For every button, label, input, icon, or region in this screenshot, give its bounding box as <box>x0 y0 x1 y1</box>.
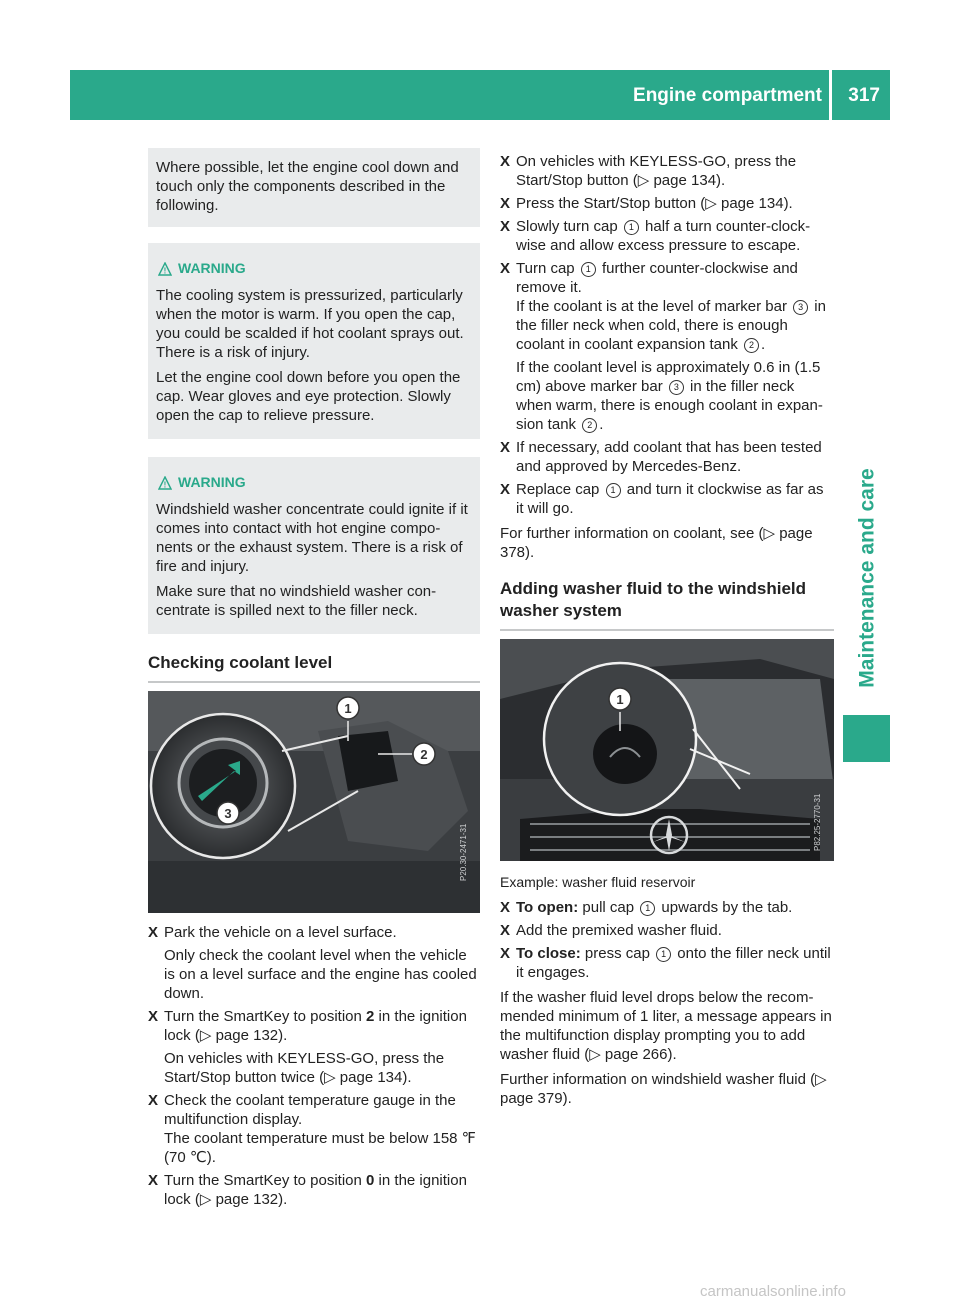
list-item: X Park the vehicle on a level surface. Only check the coolant level when the vehicle is on a level surface and the engine has cooled down. <box>148 924 477 1002</box>
warning-instruction: Make sure that no windshield washer con-centrate is spilled next to the filler neck. <box>156 583 437 619</box>
warning-text: The cooling system is pressurized, particularly when the motor is warm. If you open the cap, you could be scalded if hot coolant sprays out. There is a risk of injury. <box>156 287 464 361</box>
warning-box-coolant <box>148 243 480 439</box>
marker-1-icon: 1 <box>606 483 621 498</box>
page-reference: page 379 <box>500 1090 563 1107</box>
coolant-reservoir-illustration <box>148 691 480 913</box>
further-info-coolant: For further information on coolant, see (▷ page 378). <box>500 525 813 561</box>
svg-text:!: ! <box>163 266 167 275</box>
warning-text: Windshield washer concentrate could ignite if it comes into contact with hot engine compo-nents or the exhaust system. There is a risk of fire and injury. <box>156 501 468 575</box>
photo-code: P20.30-2471-31 <box>459 823 468 881</box>
page-header <box>70 70 890 120</box>
warning-title: ! WARNING <box>156 259 472 278</box>
coolant-cap-steps <box>500 152 834 518</box>
warning-instruction: Let the engine cool down before you open the cap. Wear gloves and eye protection. Slowly open the cap to relieve pressure. <box>156 369 461 424</box>
page-reference: page 378 <box>500 525 813 561</box>
photo-caption: Example: washer fluid reservoir <box>500 874 696 890</box>
marker-2-label: 2 <box>420 747 428 762</box>
coolant-check-steps <box>148 923 480 1209</box>
marker-1-icon: 1 <box>640 901 655 916</box>
marker-1-icon: 1 <box>581 262 596 277</box>
washer-reservoir-illustration <box>500 639 834 861</box>
left-column <box>148 148 480 1213</box>
list-item: X Slowly turn cap 1 half a turn counter-clock-wise and allow excess pressure to escape. <box>500 218 811 254</box>
page-reference: page 266 <box>604 1046 668 1063</box>
chapter-tab-label: Maintenance and care <box>855 467 878 688</box>
marker-1-icon: 1 <box>624 220 639 235</box>
marker-3-icon: 3 <box>793 300 808 315</box>
washer-photo <box>500 639 834 861</box>
marker-3-label: 3 <box>224 806 232 821</box>
warning-triangle-icon <box>158 476 172 490</box>
marker-1-label: 1 <box>344 701 352 716</box>
marker-2-icon: 2 <box>582 418 597 433</box>
page-reference: page 134 <box>720 195 784 212</box>
svg-text:!: ! <box>163 480 167 489</box>
list-item: X To close: press cap 1 onto the filler neck until it engages. <box>500 945 831 981</box>
note-text: Where possible, let the engine cool down and touch only the components described in the following. <box>156 159 459 214</box>
list-item: X Turn the SmartKey to position 2 in the ignition lock (▷ page 132). On vehicles with KEYLESS-GO, press the Start/Stop button twice (▷ page 134). <box>148 1008 467 1086</box>
page-reference: page 134 <box>653 172 717 189</box>
list-item: X Press the Start/Stop button (▷ page 134). <box>500 195 793 212</box>
list-item: X Replace cap 1 and turn it clockwise as far as it will go. <box>500 481 824 517</box>
chapter-tab-marker <box>843 715 890 762</box>
list-item: X Turn cap 1 further counter-clockwise and remove it. If the coolant is at the level of marker bar 3 in the filler neck when cold, there is enough coolant in coolant expansion tank 2 . If the coolant level is approximately 0.6 in (1.5 cm) above marker bar 3 in the filler neck when warm, there is enough coolant in expan-sion tank 2 . <box>500 260 826 433</box>
marker-1-icon: 1 <box>656 947 671 962</box>
warning-triangle-icon <box>158 262 172 276</box>
page-number: 317 <box>848 85 880 106</box>
note-box <box>148 148 480 227</box>
header-divider <box>829 70 832 120</box>
page-reference: page 132 <box>215 1191 279 1208</box>
list-item: X If necessary, add coolant that has been tested and approved by Mercedes-Benz. <box>500 439 822 475</box>
list-item: X On vehicles with KEYLESS-GO, press the Start/Stop button (▷ page 134). <box>500 153 797 189</box>
chapter-tab <box>843 440 890 715</box>
marker-2-icon: 2 <box>744 338 759 353</box>
marker-3-icon: 3 <box>669 380 684 395</box>
watermark-site: carmanualsonline.info <box>700 1283 846 1300</box>
page-reference: page 134 <box>339 1069 403 1086</box>
list-item: X Turn the SmartKey to position 0 in the ignition lock (▷ page 132). <box>148 1172 467 1208</box>
page-reference: page 132 <box>215 1027 279 1044</box>
list-item: X Add the premixed washer fluid. <box>500 922 722 939</box>
heading-washer-fluid: Adding washer fluid to the windshield washer system <box>500 578 834 631</box>
right-column <box>500 152 834 1108</box>
warning-box-washer <box>148 457 480 634</box>
photo-code: P82.25-2770-31 <box>813 793 822 851</box>
list-item: X To open: pull cap 1 upwards by the tab. <box>500 899 793 916</box>
washer-fluid-steps <box>500 898 834 982</box>
further-info-washer: Further information on windshield washer fluid (▷ page 379). <box>500 1071 827 1107</box>
washer-level-info: If the washer fluid level drops below the recom-mended minimum of 1 liter, a message appears in the multifunction display prompting you to add washer fluid (▷ page 266). <box>500 989 832 1063</box>
coolant-photo <box>148 691 480 913</box>
marker-1-label: 1 <box>616 692 624 707</box>
warning-title: ! WARNING <box>156 473 472 492</box>
heading-checking-coolant: Checking coolant level <box>148 652 480 683</box>
list-item: X Check the coolant temperature gauge in the multifunction display. The coolant temperature must be below 158 ℉ (70 ℃). <box>148 1092 476 1166</box>
section-title: Engine compartment <box>633 85 822 106</box>
